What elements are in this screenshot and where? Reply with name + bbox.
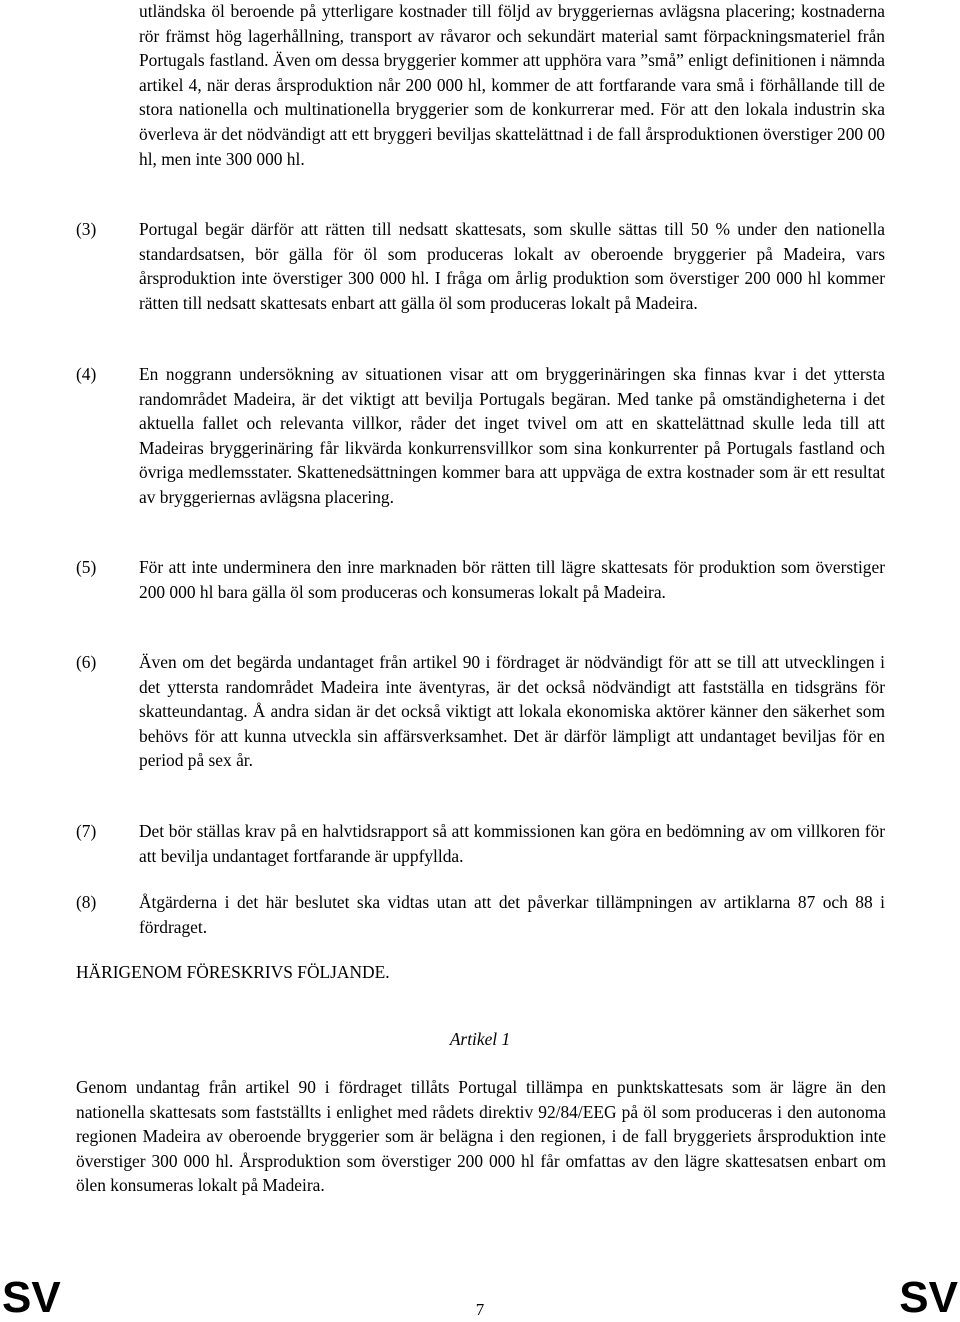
recital-text: En noggrann undersökning av situationen visar att om bryggerinäringen ska finnas kvar i det yttersta randområdet Madeira, är det viktigt att bevilja Portugals begäran. Med tanke på omständigheterna i det aktuella fallet och relevanta villkor, råder det inget tvivel om att en skattelättnad skulle leda till att Madeiras bryggerinäring får likvärda konkurrensvillkor som sina konkurrenter på Portugals fastland och övriga medlemsstater. Skattenedsättningen kommer bara att uppväga de extra kostnader som är ett resultat av bryggeriernas avlägsna placering. [139,364,885,507]
article-title: Artikel 1 [449,1029,511,1049]
recital-number: (4) [76,364,97,384]
article-body: Genom undantag från artikel 90 i fördraget tillåts Portugal tillämpa en punktskattesats som är lägre än den nationella skattesats som fastställts i enlighet med rådets direktiv 92/84/EEG på öl som produceras i den autonoma regionen Madeira av oberoende bryggerier som är belägna i den regionen, i de fall bryggeriets årsproduktion inte överstiger 300 000 hl. Årsproduktion som överstiger 200 000 hl får omfattas av den lägre skattesatsen enbart om ölen konsumeras lokalt på Madeira. [76,1077,886,1196]
recital-text: Även om det begärda undantaget från artikel 90 i fördraget är nödvändigt för att se till att utvecklingen i det yttersta randområdet Madeira inte äventyras, är det också nödvändigt att fastställa en tidsgräns för skatteundantag. Å andra sidan är det också viktigt att lokala ekonomiska aktörer känner den säkerhet som behövs för att kunna utveckla sin affärsverksamhet. Det är därför lämpligt att undantaget beviljas för en period på sex år. [139,652,885,771]
page-number: 7 [475,1300,485,1319]
language-code-right: SV [899,1273,958,1322]
language-code-left: SV [2,1273,61,1322]
recital-number: (7) [76,821,97,841]
recital-text: Det bör ställas krav på en halvtidsrapport så att kommissionen kan göra en bedömning av om villkoren för att bevilja undantaget fortfarande är uppfyllda. [139,821,885,866]
recital-text: Åtgärderna i det här beslutet ska vidtas utan att det påverkar tillämpningen av artiklarna 87 och 88 i fördraget. [139,892,885,937]
enacting-formula: HÄRIGENOM FÖRESKRIVS FÖLJANDE. [76,962,390,982]
recital-number: (5) [76,557,97,577]
recital-number: (6) [76,652,97,672]
recital-number: (3) [76,219,97,239]
recital-text: Portugal begär därför att rätten till nedsatt skattesats, som skulle sättas till 50 % under den nationella standardsatsen, bör gälla för öl som produceras lokalt av oberoende bryggerier på Madeira, vars årsproduktion inte överstiger 300 000 hl. I fråga om årlig produktion som överstiger 200 000 hl kommer rätten till nedsatt skattesats enbart att gälla öl som produceras lokalt på Madeira. [139,219,885,313]
recital-number: (8) [76,892,97,912]
intro-paragraph: utländska öl beroende på ytterligare kostnader till följd av bryggeriernas avlägsna placering; kostnaderna rör främst hög lagerhållning, transport av råvaror och sekundärt material samt förpackningsmateriel från Portugals fastland. Även om dessa bryggerier kommer att upphöra vara ”små” enligt definitionen i nämnda artikel 4, när deras årsproduktion når 200 000 hl, kommer de att fortfarande vara små i förhållande till de stora nationella och multinationella bryggerier som de konkurrerar med. För att den lokala industrin ska överleva är det nödvändigt att ett bryggeri beviljas skattelättnad i de fall årsproduktionen överstiger 200 00 hl, men inte 300 000 hl. [139,1,885,169]
recital-text: För att inte underminera den inre marknaden bör rätten till lägre skattesats för produktion som överstiger 200 000 hl bara gälla öl som produceras och konsumeras lokalt på Madeira. [139,557,885,602]
